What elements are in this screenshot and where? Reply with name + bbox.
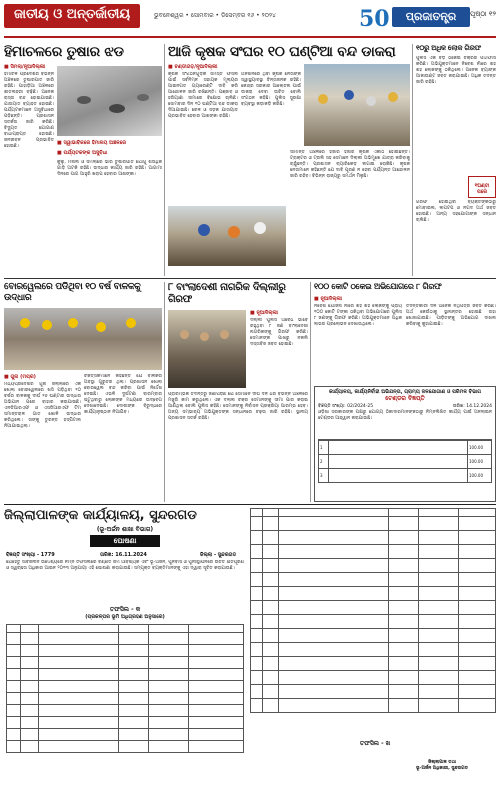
table-row	[251, 657, 496, 671]
section-title: ଜାତୀୟ ଓ ଅନ୍ତର୍ଜାତୀୟ	[4, 4, 140, 28]
tender-notice-number: ବିଜ୍ଞପ୍ତି ସଂଖ୍ୟା: 02/2024-25	[318, 404, 374, 409]
table-row	[7, 729, 244, 741]
anniversary-logo: 50	[359, 6, 390, 32]
byline-1: ■ ସିମଲା/ନୂଆଦିଲ୍ଲୀ	[4, 64, 46, 70]
headline-2: ଆଜି କୃଷକ ସଂଘର ୧୦ ଘଣ୍ଟିଆ ବନ୍ଦ ଡାକରା	[168, 44, 396, 60]
table-row: 3 100.00	[319, 469, 492, 483]
land-schedule-table-left	[6, 624, 244, 753]
table-row	[251, 573, 496, 587]
byline-2: ■ ଚଣ୍ଡୀଗଡ଼/ନୂଆଦିଲ୍ଲୀ	[168, 64, 218, 70]
headline-4: ବୋରୱେଲରେ ପଡିଥିବା ୧୦ ବର୍ଷ ବାଳକକୁ ଉଦ୍ଧାର	[4, 282, 141, 303]
table-row	[7, 717, 244, 729]
notice-body: ଯେହେତୁ ସାର୍ବଜନୀନ ଉଦ୍ଦେଶ୍ୟରେ ନିମ୍ନ ତଫସିଲରେ ବର୍ଣ୍ଣିତ ଜମି ଆବଶ୍ୟକ ଏବଂ ଭୂ-ଅର୍ଜନ, ପୁନର୍ବାସ ଓ ପୁନଃସ୍ଥାପନରେ ଉଚିତ କ୍ଷତିପୂରଣ ଓ ସ୍ୱଚ୍ଛତା ଅଧିକାର ଆଇନ ୨୦୧୩ ଅନୁଯାୟୀ ଏହି ଘୋଷଣା କରାଯାଉଛି। ସମ୍ପୃକ୍ତ ବ୍ୟକ୍ତିମାନଙ୍କୁ ଏହା ଦ୍ୱାରା ସୂଚିତ କରାଯାଉଛି।	[6, 560, 244, 571]
land-schedule-table-right	[250, 508, 496, 713]
notice-ref: ବିଜ୍ଞପ୍ତି ସଂଖ୍ୟା - 1779	[6, 552, 55, 558]
table-row	[7, 705, 244, 717]
table-row	[251, 699, 496, 713]
dateline: ଭୁବନେଶ୍ୱର • ସୋମବାର • ଡିସେମ୍ବର ୧୬ • ୨୦୨୪	[154, 12, 276, 19]
table-row	[251, 559, 496, 573]
table-row	[251, 685, 496, 699]
section-divider	[4, 278, 496, 279]
article-body-6: ନିବେଶ ଯୋଜନା ନାଁରେ ଶହ ଶହ ଲୋକଙ୍କୁ ପ୍ରାୟ ୧୦୦ କୋଟି ଟଙ୍କା ଠକିଥିବା ଅଭିଯୋଗରେ ପୁଲିସ ୮ ଜଣଙ୍କୁ ଗିରଫ କରିଛି। ଅଭିଯୁକ୍ତମାନେ ଅଧିକ ଲାଭର ପ୍ରଲୋଭନ ଦେଖାଉଥିଲେ।	[314, 304, 402, 327]
headline-5: ୮ ବାଂଲାଦେଶୀ ନାଗରିକ ଦିଲ୍ଲୀରୁ ଗିରଫ	[168, 282, 286, 305]
badge-text: ୧ଘଣ୍ଟା ପରେ	[474, 183, 490, 195]
table-row	[7, 645, 244, 657]
farmers-photo-2	[168, 206, 286, 266]
schedule-2-title: ତଫସିଲ - ଖ	[359, 740, 391, 747]
column-rule	[310, 282, 311, 502]
article-body-2b: ଅନଶନରେ ଥିବା କୃଷକ ନେତାଙ୍କ ସ୍ୱାସ୍ଥ୍ୟାବସ୍ଥା ଚିନ୍ତାଜନକ ରହିଛି। କେନ୍ଦ୍ର ସରକାର ଆଲୋଚନା ପାଇଁ ଡାକରା ଦେବା ଉଚିତ ବୋଲି ସଂଗଠନ କହିଛି। ପୁଲିସ ସୁରକ୍ଷା ବ୍ୟବସ୍ଥା କଡ଼ାକଡ଼ି କରିଛି।	[241, 72, 301, 107]
byline-5: ■ ନୂଆଦିଲ୍ଲୀ	[250, 310, 278, 316]
table-row	[251, 517, 496, 531]
schedule-title: ତଫସିଲ - କ	[109, 606, 141, 613]
farmers-photo-1	[304, 64, 410, 146]
tender-body: ଓଡ଼ିଶା ସରକାରଙ୍କ ପକ୍ଷରୁ ଯୋଗ୍ୟ ଠିକାଦାରମାନଙ୍କଠାରୁ ନିମ୍ନଲିଖିତ କାର୍ଯ୍ୟ ପାଇଁ ଅନଲାଇନ ଟେଣ୍ଡର ଆହ୍ୱାନ କରାଯାଉଛି।	[318, 410, 492, 421]
table-row	[7, 669, 244, 681]
table-row: 2 100.00	[319, 455, 492, 469]
column-rule	[164, 44, 165, 276]
table-row	[251, 671, 496, 685]
notice-banner: ଘୋଷଣା	[90, 535, 160, 547]
notice-place: ଜିଲ୍ଲା - ସୁନ୍ଦରଗଡ	[200, 552, 237, 558]
column-rule	[164, 282, 165, 502]
article-body-2: କୃଷକ ସଂଗଠନଗୁଡ଼ିକ ସମସ୍ତ ଫସଲ ପାଇଁ ସର୍ବନିମ୍ନ ସହାୟକ ମୂଲ୍ୟର ଆଇନଗତ ଗ୍ୟାରେଣ୍ଟି ଦାବି କରି ଆନ୍ଦୋଳନ ଜାରି ରଖିଛନ୍ତି। ପଞ୍ଜାବ ଓ ହରିୟାଣା ସୀମାରେ ବିକ୍ଷୋଭ ଚାଲିଛି। ସୋମବାର ଦିନ ୧୦ ଘଣ୍ଟିଆ ବନ୍ଦ ଡାକରା ଦିଆଯାଇଛି। ରେଳ ଓ ସଡ଼କ ଯାତାୟାତ ପ୍ରଭାବିତ ହେବାର ଆଶଙ୍କା ରହିଛି।	[168, 72, 238, 119]
sidebar-body: ପୁଲିସ ଏକ ବଡ଼ ଠକେଇ ଚକ୍ରର ପର୍ଦ୍ଦାଫାସ କରିଛି। ଅଭିଯୁକ୍ତମାନେ ନିବେଶ ନାଁରେ ଶହ ଶହ ଲୋକଙ୍କୁ ଠକିଥିଲେ। ଅନେକ ବ୍ୟାଙ୍କ ଆକାଉଣ୍ଟ ଜବତ କରାଯାଇଛି। ଅଧିକ ତଦନ୍ତ ଜାରି ରହିଛି।	[416, 56, 496, 85]
article-body-1b: କୁଲୁ, ମନାଲି ଓ ସିମଲାରେ ଭାରି ତୁଷାରପାତ ଯୋଗୁଁ ଶତାଧିକ ଗାଡ଼ି ଅଟକି ରହିଛି। ଉଦ୍ଧାର କାର୍ଯ୍ୟ ଜାରି ରହିଛି। ଆଗାମୀ ଦିନରେ ପାଗ ଆହୁରି ଖରାପ ହେବାର ଆଶଙ୍କା।	[57, 160, 162, 177]
table-row	[251, 601, 496, 615]
table-row	[7, 693, 244, 705]
table-row	[251, 615, 496, 629]
tender-table	[318, 439, 492, 483]
notice-signature: ଜିଲ୍ଲାପାଳ ତଥା ଭୂ-ଅର୍ଜନ ଅଧିକାରୀ, ସୁନ୍ଦରଗଡ	[416, 760, 468, 771]
sub-headline-2: ■ ପର୍ଯ୍ୟଟକଙ୍କ ଅସୁବିଧା	[57, 150, 108, 156]
table-row	[7, 741, 244, 753]
page-number: ପୃଷ୍ଠା ୧୨	[469, 10, 496, 18]
article-body-6b: ତଦନ୍ତକାରୀ ଦଳ ଅନେକ ନଥିପତ୍ର ଜବତ କରିଛି। ଅର୍ଥ କେଉଁଠାକୁ ସ୍ଥାନାନ୍ତର ହୋଇଛି ତାହା ଖୋଜାଯାଉଛି। ପୀଡ଼ିତଙ୍କୁ ଅଭିଯୋଗ ଦାଖଲ କରିବାକୁ କୁହାଯାଇଛି।	[406, 304, 496, 327]
headline-6: ୧୦୦ କୋଟି ଠକେଇ ଅଭିଯୋଗରେ ୮ ଗିରଫ	[314, 282, 442, 291]
sidebar-headline: ୧୦ରୁ ଅଧିକ ଲୋକ ଗିରଫ	[416, 44, 481, 52]
table-row	[7, 681, 244, 693]
tender-title: କାର୍ଯ୍ୟାଳୟ, କାର୍ଯ୍ୟନିର୍ବାହୀ ଅଭିଯନ୍ତା, ଗ୍ରାମ୍ୟ ଜଳଯୋଗାଣ ଓ ପରିମଳ ବିଭାଗ	[328, 389, 482, 395]
sub-headline-1: ■ ସ୍ୱାଭାବିକରେ ହିମାଳୟ ଅଞ୍ଚଳରେ	[57, 140, 126, 146]
article-body-1: ହିମାଚଳ ପ୍ରଦେଶର ବିଭିନ୍ନ ଅଞ୍ଚଳରେ ତୁଷାରପାତ ଜାରି ରହିଛି। ପାହାଡ଼ିଆ ଅଞ୍ଚଳରେ ଶୀତଲହରୀ ବଢ଼ିଛି। ଅନେକ ରାସ୍ତା ବନ୍ଦ ହୋଇଯାଇଛି। ଯାତାୟାତ ବ୍ୟାହତ ହୋଇଛି। ପର୍ଯ୍ୟଟକମାନେ ଅସୁବିଧାରେ ପଡ଼ିଛନ୍ତି। ପ୍ରଶାସନ ସତର୍କତା ଜାରି କରିଛି। ବିଦ୍ୟୁତ ଯୋଗାଣ ବାଧାପ୍ରାପ୍ତ ହୋଇଛି। ଜନଜୀବନ ପ୍ରଭାବିତ ହୋଇଛି।	[4, 72, 54, 149]
arrest-photo	[168, 310, 246, 388]
article-body-5b: ପ୍ରାରମ୍ଭିକ ତଦନ୍ତରୁ ଜଣାପଡ଼ିଛି ଯେ ସେମାନେ ଦୀର୍ଘ ଦିନ ଧରି ବିଭିନ୍ନ ଅଞ୍ଚଳରେ ମଜୁରି କାମ କରୁଥିଲେ। ଏକ ଦଲାଲ ଚକ୍ର ସେମାନଙ୍କୁ ସୀମା ପାର କରାଇ ଆଣିଥିଲା ବୋଲି ପୁଲିସ କହିଛି। ସେମାନଙ୍କୁ ନିର୍ବାସନ ପ୍ରକ୍ରିୟା ଆରମ୍ଭ ହେବ। ଅନ୍ୟ ସମ୍ଭାବ୍ୟ ଅଭିଯୁକ୍ତଙ୍କ ସନ୍ଧାନରେ ଚଢ଼ଉ ଜାରି ରହିଛି। ସ୍ଥାନୀୟ ପ୍ରଶାସନ ସତର୍କ ରହିଛି।	[168, 392, 308, 421]
notice-subtitle: (ଭୂ-ଅର୍ଜନ ଶାଖା ବିଭାଗ)	[96, 526, 154, 533]
table-row	[251, 643, 496, 657]
article-body-2c: ସୀମାନ୍ତ ଅଞ୍ଚଳରେ ହଜାର ହଜାର କୃଷକ ଏକାଠି ହୋଇଛନ୍ତି। ଟ୍ରାକ୍ଟର ଓ ଟ୍ରଲି ସହ ସେମାନେ ଦିଲ୍ଲୀ ଅଭିମୁଖେ ଯାତ୍ରା କରିବାକୁ ଚାହୁଁଛନ୍ତି। ପ୍ରଶାସନ ବ୍ୟାରିକେଡ଼ ଲଗାଇ ରୋକିଛି। କୃଷକ ନେତାମାନେ କହିଛନ୍ତି ଯେ ଦାବି ପୂରଣ ନ ହେବା ପର୍ଯ୍ୟନ୍ତ ଆନ୍ଦୋଳନ ଜାରି ରହିବ। ବିଭିନ୍ନ ରାଜ୍ୟରୁ ସମର୍ଥନ ମିଳୁଛି।	[290, 150, 410, 179]
notice-title: ଜିଲ୍ଲାପାଳଙ୍କ କାର୍ଯ୍ୟାଳୟ, ସୁନ୍ଦରଗଡ	[4, 508, 197, 523]
tender-date: ତାରିଖ: 14.12.2024	[452, 404, 492, 409]
sidebar-body-2: ଗିରଫ ହୋଇଥିବା ବ୍ୟକ୍ତିଙ୍କଠାରୁ ମୋବାଇଲ, ଲାପଟପ ଓ ନଗଦ ଅର୍ଥ ଜବତ ହୋଇଛି। ଅନ୍ୟ ସହଯୋଗୀଙ୍କ ସନ୍ଧାନ ଚାଲିଛି।	[416, 200, 496, 223]
tender-subtitle: ଟେଣ୍ଡର ବିଜ୍ଞପ୍ତି	[385, 395, 425, 402]
byline-4: ■ ଗୁନା (ମପ୍ର)	[4, 374, 36, 380]
rescue-photo	[4, 308, 162, 370]
table-row	[251, 545, 496, 559]
tender-notice	[314, 386, 496, 502]
article-body-4: ମଧ୍ୟପ୍ରଦେଶର ଗୁନା ଜିଲ୍ଲାରେ ଏକ ଖୋଲା ବୋରୱେଲରେ ଖସି ପଡ଼ିଥିବା ୧୦ ବର୍ଷର ବାଳକକୁ ଦୀର୍ଘ ୧୬ ଘଣ୍ଟାର ଉଦ୍ଧାର ଅଭିଯାନ ପରେ ବାହାର କରାଯାଇଛି। ଏନଡିଆରଏଫ ଓ ଏସଡିଆରଏଫ ଟିମ ସମାନ୍ତରାଳ ଗାତ ଖୋଳି ଉଦ୍ଧାର କରିଥିଲେ। ତାଙ୍କୁ ତୁରନ୍ତ ହସ୍ପିଟାଲ ନିଆଯାଇଥିଲା।	[4, 382, 81, 429]
column-rule	[412, 44, 413, 276]
table-row	[251, 587, 496, 601]
notice-date: ତାରିଖ: 16.11.2024	[100, 552, 147, 558]
article-body-5: ଦିଲ୍ଲୀ ପୁଲିସ ଅବୈଧ ଭାବେ ରହୁଥିବା ୮ ଜଣ ବାଂଲାଦେଶୀ ନାଗରିକଙ୍କୁ ଗିରଫ କରିଛି। ସେମାନଙ୍କ ପାଖରୁ ନକଲି ଦସ୍ତାବିଜ ଜବତ ହୋଇଛି।	[250, 318, 308, 347]
table-row	[7, 633, 244, 645]
headline-1: ହିମାଚଳରେ ତୁଷାର ଝଡ	[4, 44, 124, 60]
table-row	[7, 657, 244, 669]
byline-6: ■ ନୂଆଦିଲ୍ଲୀ	[314, 296, 342, 302]
table-row: 1 100.00	[319, 441, 492, 455]
badge-box	[468, 176, 496, 198]
table-row	[251, 629, 496, 643]
snow-photo	[57, 66, 162, 136]
schedule-subtitle: (ପ୍ରକଳ୍ପର ଭୂମି ଅଧିଗ୍ରହଣ ଅନୁସାରେ)	[85, 614, 165, 620]
masthead	[4, 4, 496, 38]
article-body-4b: ଚିକିତ୍ସକମାନେ କହିଛନ୍ତି ଯେ ବାଳକର ଅବସ୍ଥା ଗୁରୁତର ଥିଲା। ପ୍ରଶାସନ ଖୋଲା ବୋରୱେଲ ବନ୍ଦ କରିବା ପାଇଁ ନିର୍ଦ୍ଦେଶ ଦେଇଛି। ଏଭଳି ଦୁର୍ଘଟଣା ବାରମ୍ବାର ଘଟୁଥିବାରୁ ଲୋକଙ୍କ ମଧ୍ୟରେ ଉଦ୍‌ବେଗ ଦେଖାଦେଇଛି। ଦୋଷୀଙ୍କ ବିରୁଦ୍ଧରେ କାର୍ଯ୍ୟାନୁଷ୍ଠାନ ନିଆଯିବ।	[84, 374, 162, 415]
section-divider	[4, 504, 496, 505]
table-row	[251, 531, 496, 545]
newspaper-brand: ପ୍ରଜାତନ୍ତ୍ର	[392, 7, 470, 27]
